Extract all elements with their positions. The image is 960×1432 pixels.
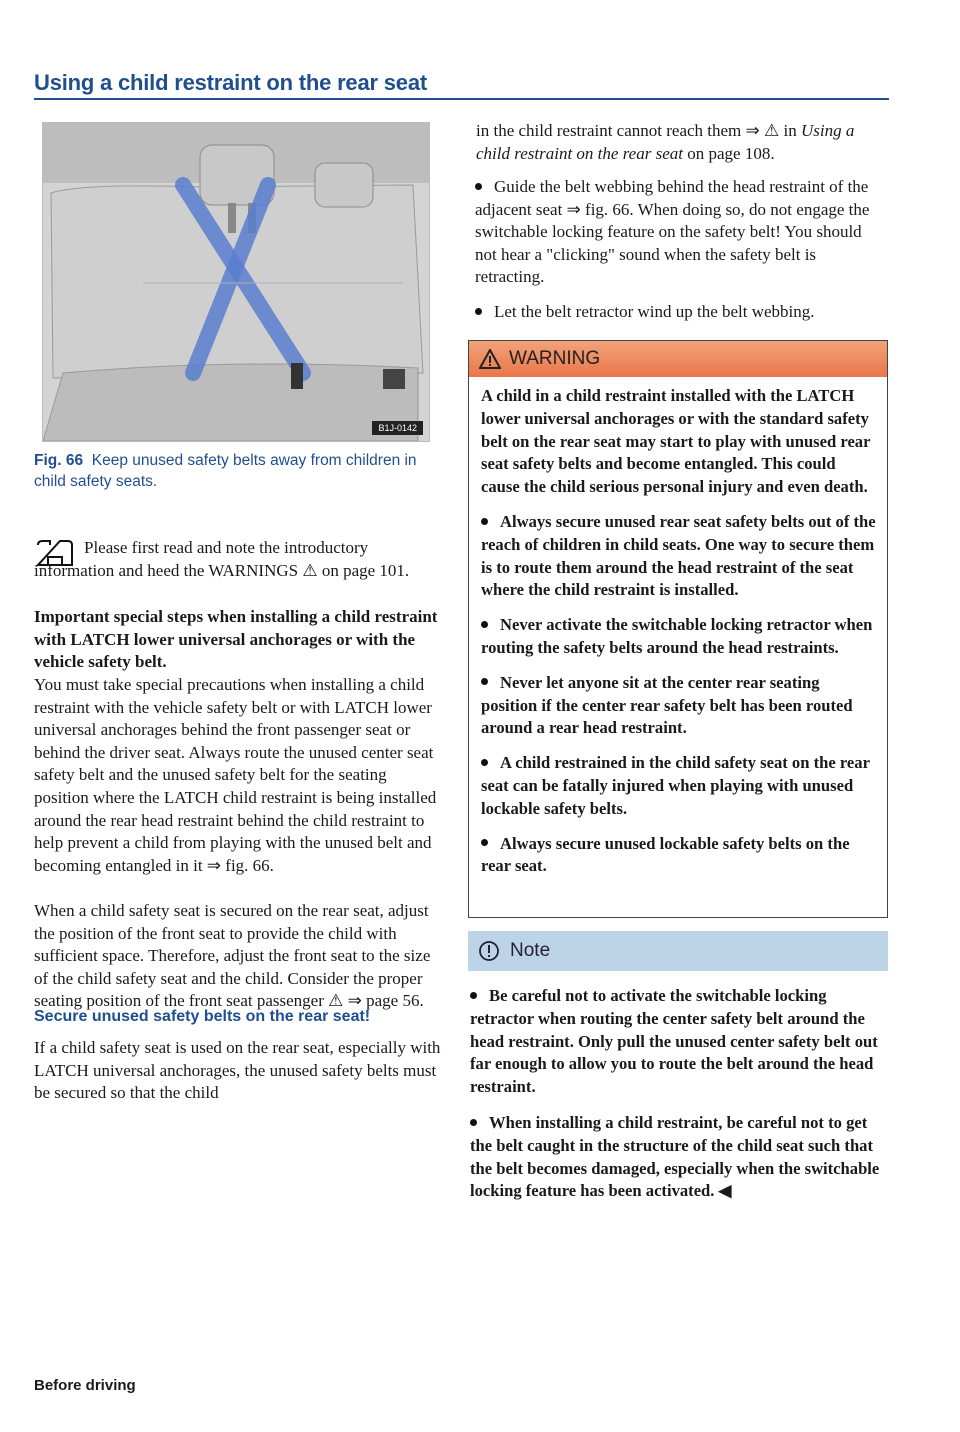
list-item: Let the belt retractor wind up the belt webbing. [475,301,885,324]
list-item: Never activate the switchable locking retractor when routing the safety belts around the head restraints. [481,615,873,657]
continued-text [476,120,888,165]
figure-code: B1J-0142 [372,421,423,435]
intro-text: Please first read and note the introductory information and heed the WARNINGS ⚠ on page 101. [34,538,410,580]
warning-body [469,377,887,878]
warning-header [469,341,887,377]
page-footer: Before driving [34,1377,136,1394]
continued-text-c: on page 108. [682,143,775,163]
important-paragraph-2: When a child safety seat is secured on the rear seat, adjust the position of the front seat to provide the child with sufficient space. Therefore, adjust the front seat to the size of the child safety seat and the child. Consider the proper seating position of the front seat passenger ⚠ ⇒ page 56. [34,901,431,1011]
secure-heading: Secure unused safety belts on the rear seat! [34,1008,371,1025]
note-header [468,931,888,971]
figure-rear-seat [42,122,430,442]
list-item: A child restrained in the child safety seat on the rear seat can be fatally injured when playing with unused lockable safety belts. [481,753,870,818]
list-item: When installing a child restraint, be careful not to get the belt caught in the structure of the child seat such that the belt becomes damaged, especially when the switchable locking feature has been activated. ◀ [470,1112,880,1201]
page-title: Using a child restraint on the rear seat [34,70,428,95]
warning-box [468,340,888,918]
warning-intro: A child in a child restraint installed with the LATCH lower universal anchorages or with the standard safety belt on the rear seat may start to play with unused rear seat safety belts and become entangled. This could cause the child serious personal injury and even death. [481,386,871,497]
secure-paragraph: If a child safety seat is used on the rear seat, especially with LATCH universal anchorages, the unused safety belts must be secured so that the child [34,1038,441,1103]
important-heading: Important special steps when installing a child restraint with LATCH lower universal anchorages or with the vehicle safety belt. [34,607,438,672]
info-icon [478,940,500,962]
caption-label: Fig. 66 [34,452,84,469]
list-item: Always secure unused lockable safety belts on the rear seat. [481,833,850,876]
list-item: Guide the belt webbing behind the head restraint of the adjacent seat ⇒ fig. 66. When doing so, do not engage the switchable locking feature on the safety belt! You should not hear a "clicking" sound when the safety belt is retracting. [475,177,870,287]
warning-label: WARNING [509,348,601,369]
continued-text-link: Using a child restraint on the rear seat [476,121,855,163]
caption-text: Keep unused safety belts away from children in child safety seats. [34,452,417,490]
note-body [470,985,886,1216]
important-paragraph-1: You must take special precautions when installing a child restraint with the vehicle safety belt or with LATCH lower universal anchorages behind the front passenger seat or behind the driver seat. Always route the unused center seat safety belt and the unused safety belt for the seating position where the LATCH child restraint is being installed around the rear head restraint behind the child restraint to help prevent a child from playing with the unused belt and becoming entangled in it ⇒ fig. 66. [34,675,437,875]
rear-seat-illustration [43,123,429,441]
continued-text-a: in the child restraint cannot reach them ⇒ ⚠ in [476,121,797,140]
list-item: Always secure unused rear seat safety belts out of the reach of children in child seats. One way to secure them is to route them around the head restraint of the seat where the child restraint is installed. [481,511,876,600]
figure-caption [34,450,434,492]
title-divider [34,98,889,100]
warning-icon [479,349,501,369]
list-item: Never let anyone sit at the center rear seating position if the center rear safety belt has been routed around a rear head restraint. [481,672,853,738]
note-label: Note [510,940,551,961]
steps-list [475,176,885,336]
list-item: Be careful not to activate the switchable locking retractor when routing the center safety belt around the head restraint. Only pull the unused center safety belt out far enough to allow you to route the belt around the head restraint. [470,986,878,1097]
